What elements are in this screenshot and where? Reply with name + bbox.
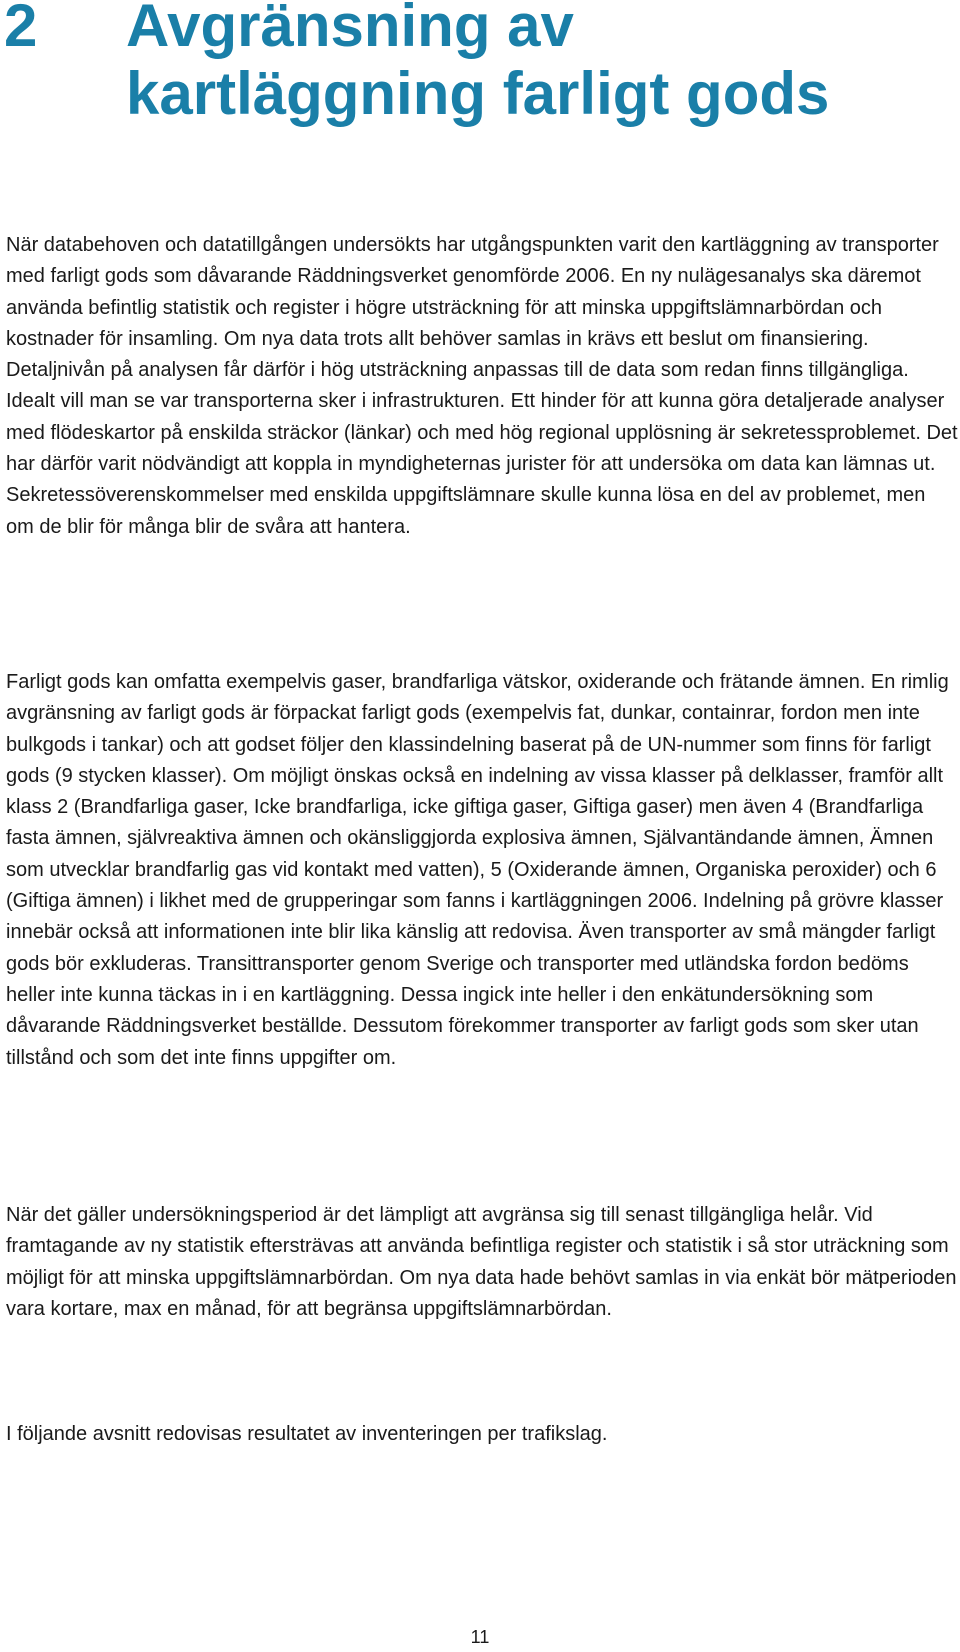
body-paragraph-3: När det gäller undersökningsperiod är det lämpligt att avgränsa sig till senast tillgängliga helår. Vid framtagande av ny statistik eftersträvas att använda befintliga register och statistik i så stor uträckning som möjligt för att minska uppgiftslämnarbördan. Om nya data hade behövt samlas in via enkät bör mätperioden vara kortare, max en månad, för att begränsa uppgiftslämnarbördan. [6, 1204, 957, 1320]
chapter-title: Avgränsning av kartläggning farligt gods [126, 0, 830, 127]
body-paragraph-2: Farligt gods kan omfatta exempelvis gaser, brandfarliga vätskor, oxiderande och frätande ämnen. En rimlig avgränsning av farligt gods är förpackat farligt gods (exempelvis fat, dunkar, containrar, fordon men inte bulkgods i tankar) och att godset följer den klassindelning baserat på de UN-nummer som finns för farligt gods (9 stycken klasser). Om möjligt önskas också en indelning av vissa klasser på delklasser, framför allt klass 2 (Brandfarliga gaser, Icke brandfarliga, icke giftiga gaser, Giftiga gaser) men även 4 (Brandfarliga fasta ämnen, självreaktiva ämnen och okänsliggjorda explosiva ämnen, Självantändande ämnen, Ämnen som utvecklar brandfarlig gas vid kontakt med vatten), 5 (Oxiderande ämnen, Organiska peroxider) och 6 (Giftiga ämnen) i likhet med de grupperingar som fanns i kartläggningen 2006. Indelning på grövre klasser innebär också att informationen inte blir lika känslig att redovisa. Även transporter av små mängder farligt gods bör exkluderas. Transittransporter genom Sverige och transporter med utländska fordon bedöms heller inte kunna täckas in i en kartläggning. Dessa ingick inte heller i den enkätundersökning som dåvarande Räddningsverket beställde. Dessutom förekommer transporter av farligt gods som sker utan tillstånd och som det inte finns uppgifter om. [6, 671, 949, 1069]
page-number: 11 [470, 1627, 490, 1647]
body-paragraph-4: I följande avsnitt redovisas resultatet av inventeringen per trafikslag. [6, 1423, 608, 1445]
body-paragraph-1: När databehoven och datatillgången undersökts har utgångspunkten varit den kartläggning av transporter med farligt gods som dåvarande Räddningsverket genomförde 2006. En ny nulägesanalys ska däremot använda befintlig statistik och register i högre utsträckning för att minska uppgiftslämnarbördan och kostnader för insamling. Om nya data trots allt behöver samlas in krävs ett beslut om finansiering. Detaljnivån på analysen får därför i hög utsträckning anpassas till de data som redan finns tillgängliga. Idealt vill man se var transporterna sker i infrastrukturen. Ett hinder för att kunna göra detaljerade analyser med flödeskartor på enskilda sträckor (länkar) och med hög regional upplösning är sekretessproblemet. Det har därför varit nödvändigt att koppla in myndigheternas jurister för att undersöka om data kan lämnas ut. Sekretessöverenskommelser med enskilda uppgiftslämnare skulle kunna lösa en del av problemet, men om de blir för många blir de svåra att hantera. [6, 234, 958, 538]
chapter-number: 2 [4, 0, 38, 59]
